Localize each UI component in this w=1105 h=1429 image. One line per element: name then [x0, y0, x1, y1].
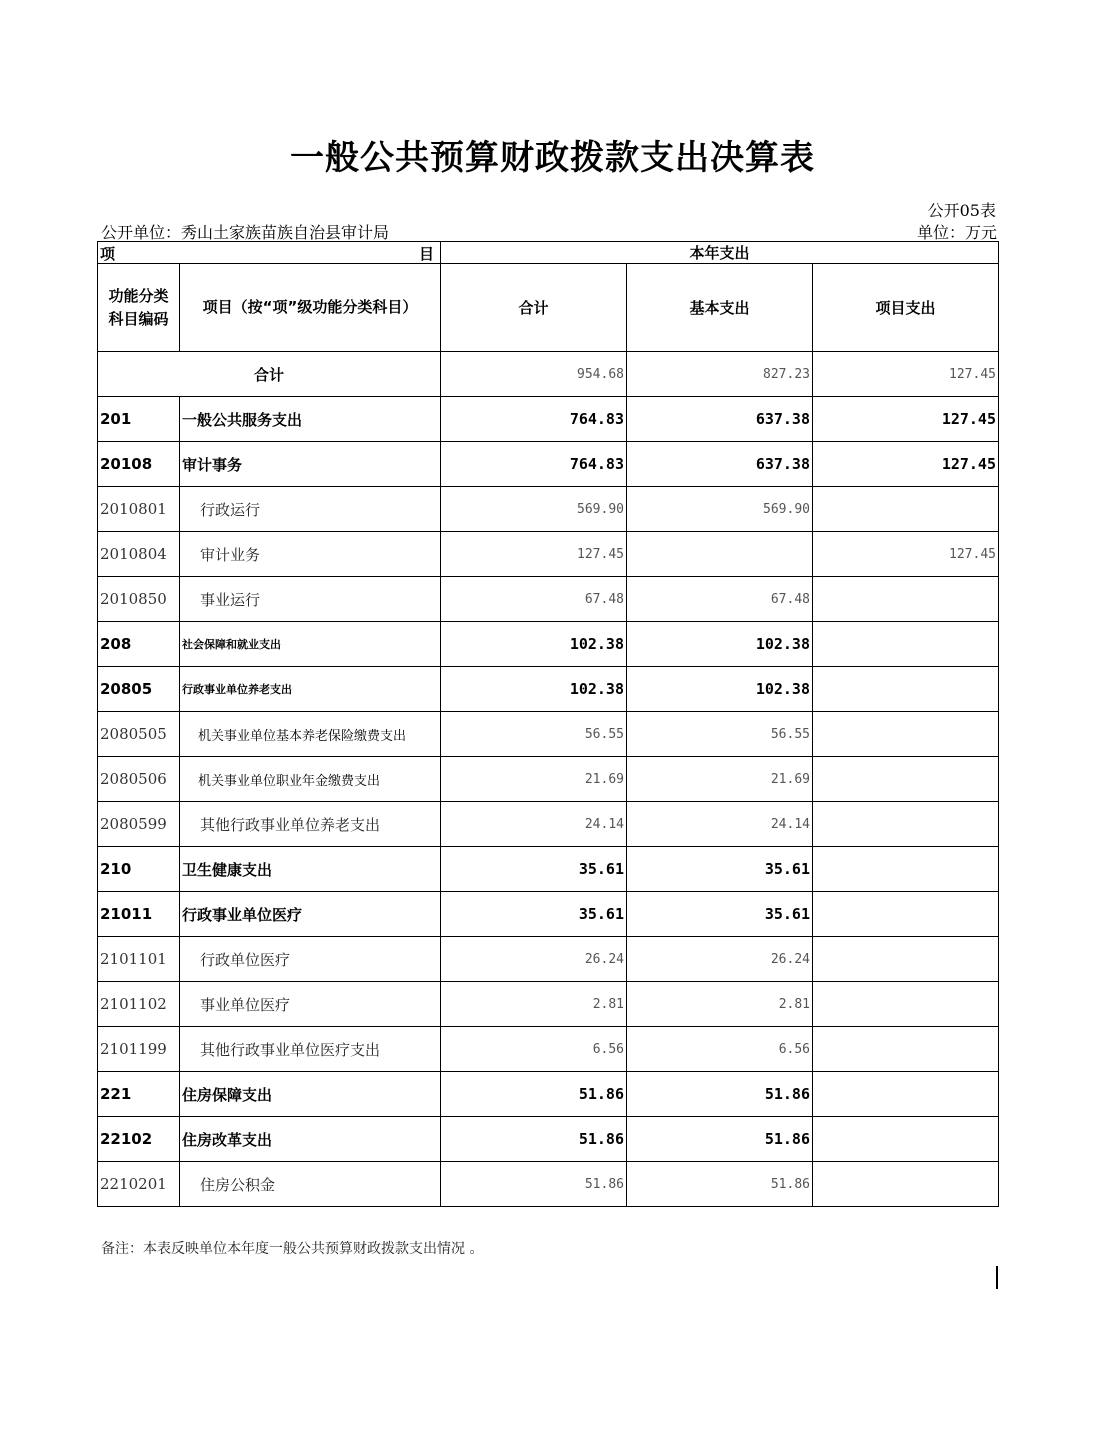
row-code: 2101199 — [98, 1027, 180, 1072]
total-project: 127.45 — [813, 352, 999, 397]
row-basic: 637.38 — [627, 442, 813, 487]
row-name: 事业单位医疗 — [180, 982, 441, 1027]
table-row — [98, 577, 999, 622]
row-basic: 35.61 — [627, 892, 813, 937]
row-name: 审计事务 — [180, 442, 441, 487]
row-project — [813, 487, 999, 532]
row-code: 2010801 — [98, 487, 180, 532]
row-total: 35.61 — [441, 892, 627, 937]
row-name: 机关事业单位职业年金缴费支出 — [180, 757, 441, 802]
total-amount: 954.68 — [441, 352, 627, 397]
table-row — [98, 487, 999, 532]
row-total: 24.14 — [441, 802, 627, 847]
row-code: 22102 — [98, 1117, 180, 1162]
total-label: 合计 — [98, 352, 441, 397]
table-row — [98, 982, 999, 1027]
row-code: 221 — [98, 1072, 180, 1117]
table-row — [98, 802, 999, 847]
row-name: 其他行政事业单位养老支出 — [180, 802, 441, 847]
row-basic: 569.90 — [627, 487, 813, 532]
row-code: 201 — [98, 397, 180, 442]
row-project — [813, 712, 999, 757]
row-basic: 35.61 — [627, 847, 813, 892]
row-name: 住房公积金 — [180, 1162, 441, 1207]
row-project — [813, 1117, 999, 1162]
row-project — [813, 847, 999, 892]
row-project: 127.45 — [813, 442, 999, 487]
page-edge-mark — [996, 1266, 998, 1289]
row-code: 210 — [98, 847, 180, 892]
row-total: 56.55 — [441, 712, 627, 757]
row-project: 127.45 — [813, 532, 999, 577]
row-total: 569.90 — [441, 487, 627, 532]
table-row — [98, 442, 999, 487]
table-row — [98, 892, 999, 937]
row-name: 行政事业单位医疗 — [180, 892, 441, 937]
row-basic: 102.38 — [627, 622, 813, 667]
header-mu: 目 — [418, 245, 434, 263]
row-code: 208 — [98, 622, 180, 667]
row-name: 行政运行 — [180, 487, 441, 532]
row-basic: 637.38 — [627, 397, 813, 442]
table-row — [98, 1117, 999, 1162]
header-total-col: 合计 — [441, 264, 627, 352]
row-total: 26.24 — [441, 937, 627, 982]
row-basic: 51.86 — [627, 1072, 813, 1117]
row-name: 行政事业单位养老支出 — [180, 667, 441, 712]
row-total: 764.83 — [441, 397, 627, 442]
row-name: 一般公共服务支出 — [180, 397, 441, 442]
total-basic: 827.23 — [627, 352, 813, 397]
row-name: 社会保障和就业支出 — [180, 622, 441, 667]
row-basic: 6.56 — [627, 1027, 813, 1072]
header-current-year: 本年支出 — [441, 242, 999, 264]
header-name-col: 项目（按“项”级功能分类科目） — [180, 264, 441, 352]
row-code: 2101101 — [98, 937, 180, 982]
row-basic: 24.14 — [627, 802, 813, 847]
row-name: 审计业务 — [180, 532, 441, 577]
page-title: 一般公共预算财政拨款支出决算表 — [290, 138, 815, 178]
row-total: 102.38 — [441, 622, 627, 667]
row-project — [813, 982, 999, 1027]
expenditure-table — [97, 241, 999, 1207]
reporting-unit: 公开单位：秀山土家族苗族自治县审计局 — [101, 223, 390, 242]
row-name: 机关事业单位基本养老保险缴费支出 — [180, 712, 441, 757]
table-row — [98, 667, 999, 712]
table-row — [98, 397, 999, 442]
row-total: 21.69 — [441, 757, 627, 802]
header-basic-col: 基本支出 — [627, 264, 813, 352]
row-code: 2210201 — [98, 1162, 180, 1207]
row-name: 住房保障支出 — [180, 1072, 441, 1117]
table-row — [98, 757, 999, 802]
row-project — [813, 667, 999, 712]
row-total: 35.61 — [441, 847, 627, 892]
row-basic: 102.38 — [627, 667, 813, 712]
row-total: 51.86 — [441, 1117, 627, 1162]
row-basic: 67.48 — [627, 577, 813, 622]
row-code: 2080505 — [98, 712, 180, 757]
row-name: 行政单位医疗 — [180, 937, 441, 982]
row-basic: 26.24 — [627, 937, 813, 982]
table-row — [98, 1027, 999, 1072]
row-total: 51.86 — [441, 1072, 627, 1117]
header-project-col: 项目支出 — [813, 264, 999, 352]
row-project: 127.45 — [813, 397, 999, 442]
row-project — [813, 937, 999, 982]
row-total: 764.83 — [441, 442, 627, 487]
header-row-columns — [98, 264, 999, 352]
table-row — [98, 1162, 999, 1207]
header-item-cell — [98, 242, 441, 264]
row-name: 卫生健康支出 — [180, 847, 441, 892]
row-project — [813, 577, 999, 622]
header-code-col: 功能分类 科目编码 — [98, 264, 180, 352]
row-code: 2010850 — [98, 577, 180, 622]
row-name: 住房改革支出 — [180, 1117, 441, 1162]
total-row — [98, 352, 999, 397]
row-project — [813, 802, 999, 847]
row-basic: 56.55 — [627, 712, 813, 757]
table-row — [98, 532, 999, 577]
row-project — [813, 1162, 999, 1207]
table-row — [98, 847, 999, 892]
row-code: 20805 — [98, 667, 180, 712]
row-project — [813, 892, 999, 937]
table-row — [98, 937, 999, 982]
row-basic: 51.86 — [627, 1117, 813, 1162]
row-basic — [627, 532, 813, 577]
row-total: 2.81 — [441, 982, 627, 1027]
row-code: 2010804 — [98, 532, 180, 577]
form-number: 公开05表 — [927, 201, 996, 220]
footnote: 备注：本表反映单位本年度一般公共预算财政拨款支出情况 。 — [101, 1241, 484, 1257]
row-total: 6.56 — [441, 1027, 627, 1072]
row-total: 127.45 — [441, 532, 627, 577]
row-code: 2080599 — [98, 802, 180, 847]
row-code: 2080506 — [98, 757, 180, 802]
row-code: 2101102 — [98, 982, 180, 1027]
row-name: 事业运行 — [180, 577, 441, 622]
row-basic: 51.86 — [627, 1162, 813, 1207]
row-project — [813, 1072, 999, 1117]
row-code: 21011 — [98, 892, 180, 937]
row-project — [813, 1027, 999, 1072]
table-row — [98, 712, 999, 757]
header-xiang: 项 — [100, 245, 116, 263]
row-total: 51.86 — [441, 1162, 627, 1207]
row-project — [813, 622, 999, 667]
table-row — [98, 1072, 999, 1117]
header-row-top — [98, 242, 999, 264]
row-basic: 2.81 — [627, 982, 813, 1027]
currency-unit: 单位：万元 — [916, 223, 997, 242]
row-name: 其他行政事业单位医疗支出 — [180, 1027, 441, 1072]
row-total: 67.48 — [441, 577, 627, 622]
row-total: 102.38 — [441, 667, 627, 712]
row-project — [813, 757, 999, 802]
table-row — [98, 622, 999, 667]
row-code: 20108 — [98, 442, 180, 487]
row-basic: 21.69 — [627, 757, 813, 802]
